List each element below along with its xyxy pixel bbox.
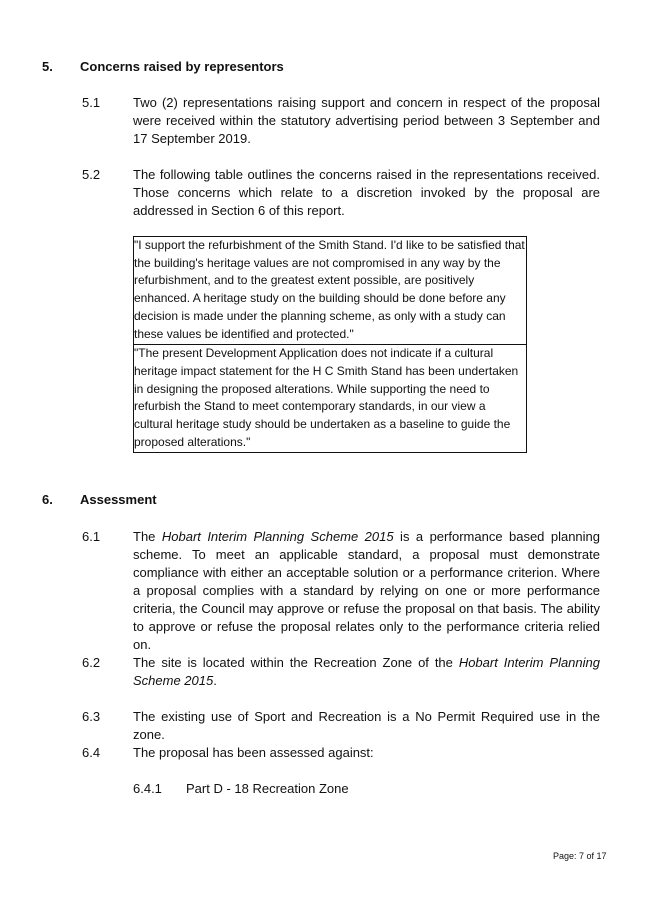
section-6-number: 6. xyxy=(42,492,53,507)
section-5-title: Concerns raised by representors xyxy=(80,59,284,74)
section-5-number: 5. xyxy=(42,59,53,74)
page-number: Page: 7 of 17 xyxy=(553,851,607,861)
paragraph-6-4-1-text: Part D - 18 Recreation Zone xyxy=(186,781,349,796)
paragraph-6-2-text xyxy=(133,654,600,690)
paragraph-6-3-text: The existing use of Sport and Recreation is a No Permit Required use in the zone. xyxy=(133,709,600,742)
paragraph-6-4-text: The proposal has been assessed against: xyxy=(133,745,374,760)
paragraph-6-2-number: 6.2 xyxy=(82,655,101,670)
paragraph-6-2-suffix: . xyxy=(213,673,217,688)
paragraph-5-1-number: 5.1 xyxy=(82,95,101,110)
table-row xyxy=(134,345,527,453)
paragraph-5-2-number: 5.2 xyxy=(82,167,101,182)
paragraph-6-3-number: 6.3 xyxy=(82,709,101,724)
paragraph-6-1-scheme-name: Hobart Interim Planning Scheme 2015 xyxy=(161,529,394,544)
paragraph-5-2-text: The following table outlines the concerns raised in the representations received. Those concerns which relate to a discretion invoked by the proposal are addressed in Section 6 of this report. xyxy=(133,167,600,218)
paragraph-6-1-suffix: is a performance based planning scheme. To meet an applicable standard, a proposal must demonstrate compliance with either an acceptable solution or a performance criterion. Where a proposal complies with a standard by relying on one or more performance criteria, the Council may approve or refuse the proposal on that basis. The ability to approve or refuse the proposal relates only to the performance criteria relied on. xyxy=(133,529,601,652)
table-row xyxy=(134,237,527,345)
paragraph-6-1-prefix: The xyxy=(133,529,162,544)
paragraph-6-4-1-number: 6.4.1 xyxy=(133,781,162,796)
section-6-title: Assessment xyxy=(80,492,157,507)
paragraph-5-1-text: Two (2) representations raising support and concern in respect of the proposal were received within the statutory advertising period between 3 September and 17 September 2019. xyxy=(133,95,600,146)
paragraph-6-2-scheme-name: Hobart Interim Planning Scheme 2015 xyxy=(133,655,600,688)
representations-table xyxy=(133,236,527,453)
paragraph-6-1-number: 6.1 xyxy=(82,529,101,544)
paragraph-6-1-text xyxy=(133,528,600,654)
representation-2-cell: "The present Development Application does not indicate if a cultural heritage impact statement for the H C Smith Stand has been undertaken in designing the proposed alterations. While supporting the need to refurbish the Stand to meet contemporary standards, in our view a cultural heritage study should be undertaken as a baseline to guide the proposed alterations." xyxy=(134,345,527,453)
paragraph-6-2-prefix: The site is located within the Recreation Zone of the xyxy=(133,655,459,670)
representation-1-cell: "I support the refurbishment of the Smith Stand. I'd like to be satisfied that the building's heritage values are not compromised in any way by the refurbishment, and to the greatest extent possible, are positively enhanced. A heritage study on the building should be done before any decision is made under the planning scheme, as only with a study can these values be identified and protected." xyxy=(134,237,527,345)
paragraph-6-4-number: 6.4 xyxy=(82,745,101,760)
